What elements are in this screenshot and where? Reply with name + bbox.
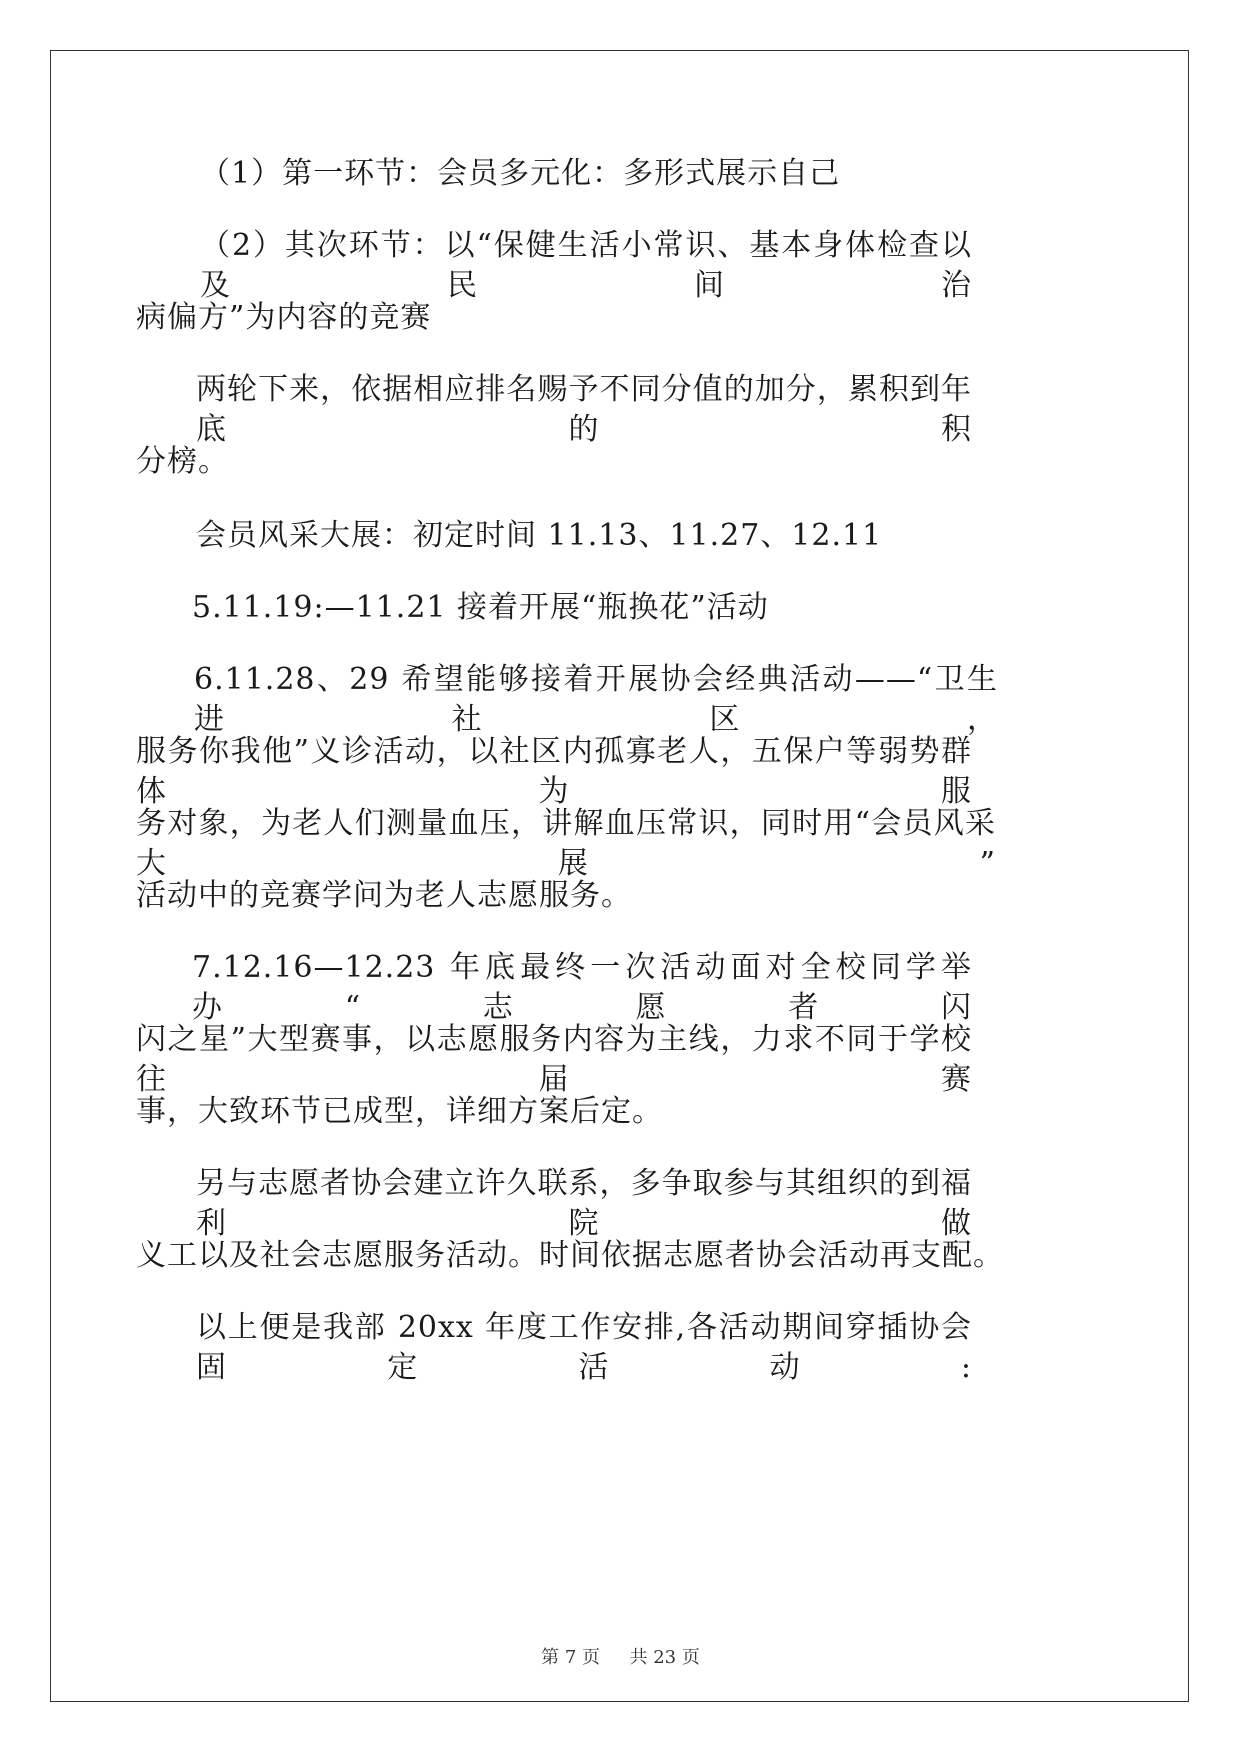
paragraph-line: （1）第一环节：会员多元化：多形式展示自己 bbox=[200, 156, 841, 191]
paragraph-line: 7.12.16—12.23 年底最终一次活动面对全校同学举办“志愿者闪 bbox=[192, 950, 972, 1025]
paragraph-line: 另与志愿者协会建立许久联系，多争取参与其组织的到福利院做 bbox=[196, 1166, 972, 1241]
page-number: 第 7 页 bbox=[541, 1647, 601, 1668]
paragraph-line: 会员风采大展：初定时间 11.13、11.27、12.11 bbox=[196, 518, 883, 553]
paragraph-line: 以上便是我部 20xx 年度工作安排,各活动期间穿插协会固定活动: bbox=[196, 1310, 972, 1385]
page-total: 共 23 页 bbox=[629, 1647, 700, 1668]
paragraph-line: 两轮下来，依据相应排名赐予不同分值的加分，累积到年底的积 bbox=[196, 372, 972, 447]
paragraph-line: 闪之星”大型赛事，以志愿服务内容为主线，力求不同于学校往届赛 bbox=[136, 1022, 972, 1097]
paragraph-line: 活动中的竞赛学问为老人志愿服务。 bbox=[136, 878, 632, 913]
paragraph-line: 病偏方”为内容的竞赛 bbox=[136, 300, 432, 335]
page-footer bbox=[0, 1646, 1241, 1670]
paragraph-line: 6.11.28、29 希望能够接着开展协会经典活动——“卫生进社区， bbox=[194, 662, 998, 737]
paragraph-line: 事，大致环节已成型，详细方案后定。 bbox=[136, 1094, 663, 1129]
paragraph-line: 服务你我他”义诊活动，以社区内孤寡老人，五保户等弱势群体为服 bbox=[136, 734, 972, 809]
paragraph-line: 务对象，为老人们测量血压，讲解血压常识，同时用“会员风采大展” bbox=[136, 806, 996, 881]
paragraph-line: 5.11.19:—11.21 接着开展“瓶换花”活动 bbox=[192, 590, 769, 625]
paragraph-line: 分榜。 bbox=[136, 444, 229, 479]
paragraph-line: （2）其次环节：以“保健生活小常识、基本身体检查以及民间治 bbox=[200, 228, 972, 303]
paragraph-line: 义工以及社会志愿服务活动。时间依据志愿者协会活动再支配。 bbox=[136, 1238, 1004, 1273]
